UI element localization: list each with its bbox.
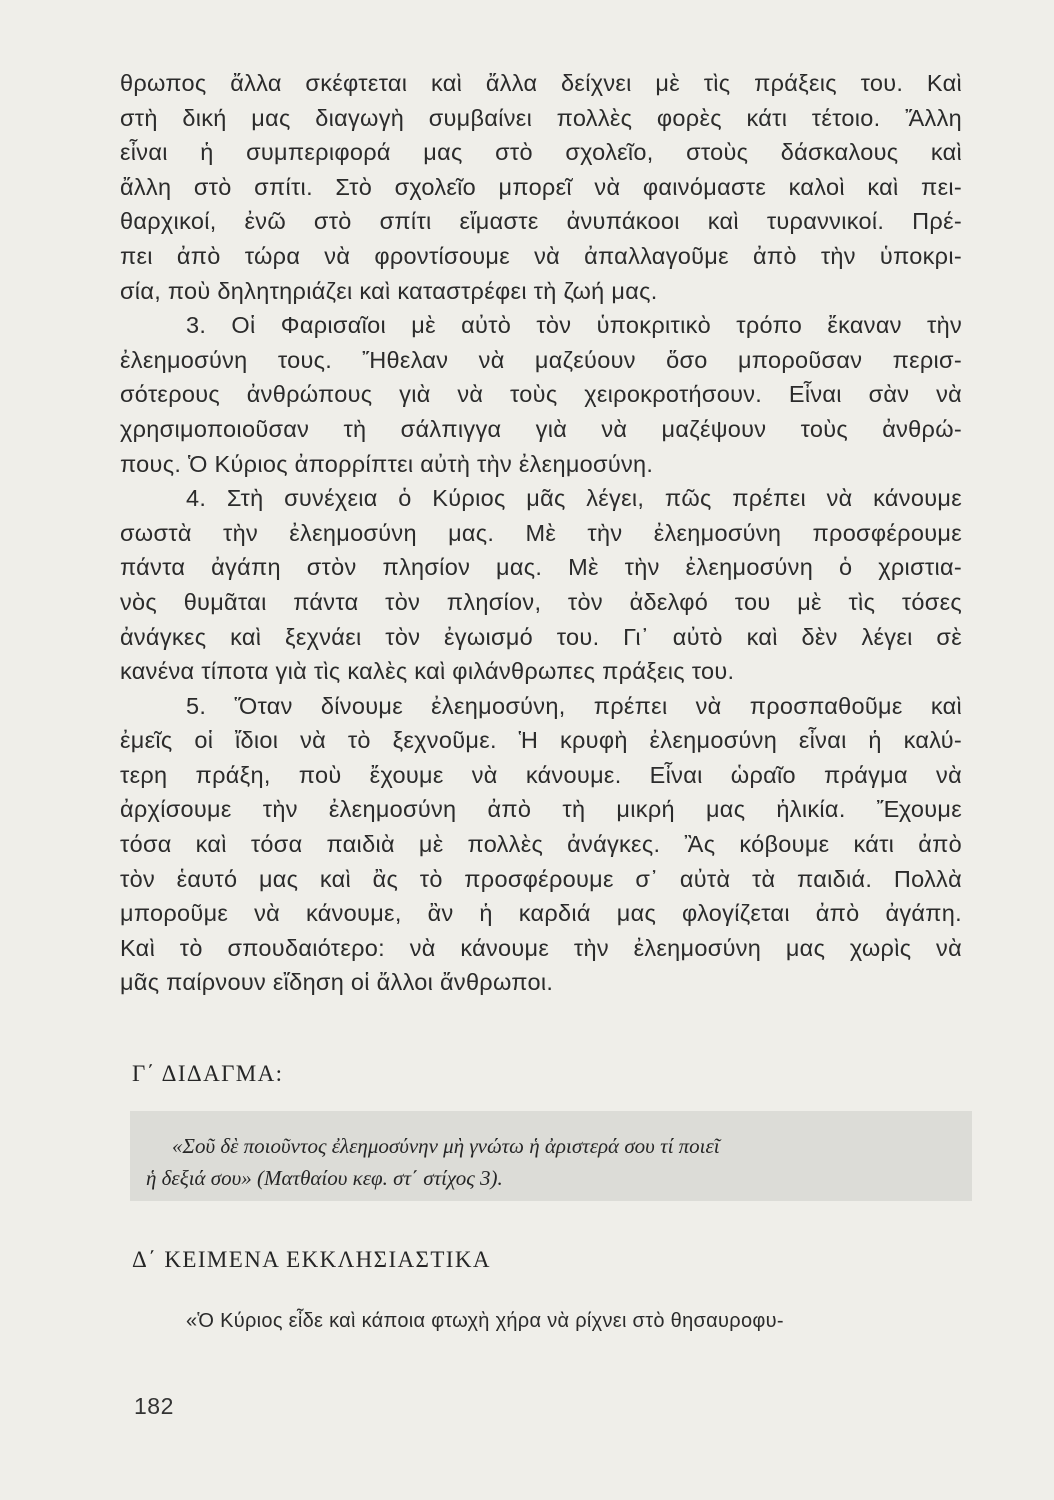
- text-line: ἐλεημοσύνη τους. Ἤθελαν νὰ μαζεύουν ὅσο μποροῦσαν περισ-: [120, 346, 962, 373]
- text-line: στὴ δική μας διαγωγὴ συμβαίνει πολλὲς φορὲς κάτι τέτοιο. Ἄλλη: [120, 104, 962, 131]
- text-line: μᾶς παίρνουν εἴδηση οἱ ἄλλοι ἄνθρωποι.: [120, 969, 554, 996]
- text-line: σότερους ἀνθρώπους γιὰ νὰ τοὺς χειροκροτήσουν. Εἶναι σὰν νὰ: [120, 381, 962, 408]
- text-line: νὸς θυμᾶται πάντα τὸν πλησίον, τὸν ἀδελφό του μὲ τὶς τόσες: [120, 588, 962, 615]
- text-line: θαρχικοί, ἐνῶ στὸ σπίτι εἴμαστε ἀνυπάκοοι καὶ τυραννικοί. Πρέ-: [120, 208, 962, 235]
- page-number: 182: [134, 1393, 174, 1419]
- text-line: κανένα τίποτα γιὰ τὶς καλὲς καὶ φιλάνθρωπες πράξεις του.: [120, 658, 735, 685]
- text-line: 5. Ὅταν δίνουμε ἐλεημοσύνη, πρέπει νὰ προσπαθοῦμε καὶ: [186, 692, 962, 719]
- text-line: 4. Στὴ συνέχεια ὁ Κύριος μᾶς λέγει, πῶς πρέπει νὰ κάνουμε: [186, 485, 962, 512]
- text-line: πει ἀπὸ τώρα νὰ φροντίσουμε νὰ ἀπαλλαγοῦμε ἀπὸ τὴν ὑποκρι-: [120, 242, 962, 269]
- heading-didagma: Γ΄ ΔΙΔΑΓΜΑ:: [132, 1061, 284, 1086]
- text-line: ἄλλη στὸ σπίτι. Στὸ σχολεῖο μπορεῖ νὰ φαινόμαστε καλοὶ καὶ πει-: [120, 173, 962, 200]
- text-line: ἀρχίσουμε τὴν ἐλεημοσύνη ἀπὸ τὴ μικρή μας ἡλικία. Ἔχουμε: [120, 796, 962, 823]
- text-line: θρωπος ἄλλα σκέφτεται καὶ ἄλλα δείχνει μὲ τὶς πράξεις του. Καὶ: [120, 70, 962, 96]
- text-line: σωστὰ τὴν ἐλεημοσύνη μας. Μὲ τὴν ἐλεημοσύνη προσφέρουμε: [120, 519, 962, 546]
- text-line: πάντα ἀγάπη στὸν πλησίον μας. Μὲ τὴν ἐλεημοσύνη ὁ χριστια-: [120, 554, 962, 581]
- text-line-continuation: «Ὁ Κύριος εἶδε καὶ κάποια φτωχὴ χήρα νὰ ρίχνει στὸ θησαυροφυ-: [186, 1310, 784, 1332]
- text-line: πους. Ὁ Κύριος ἀπορρίπτει αὐτὴ τὴν ἐλεημοσύνη.: [120, 450, 654, 477]
- text-line: τὸν ἑαυτό μας καὶ ἂς τὸ προσφέρουμε σ᾽ αὐτὰ τὰ παιδιά. Πολλὰ: [120, 865, 962, 892]
- quote-line-1: «Σοῦ δὲ ποιοῦντος ἐλεημοσύνην μὴ γνώτω ἡ ἀριστερά σου τί ποιεῖ: [172, 1134, 720, 1158]
- text-line: εἶναι ἡ συμπεριφορά μας στὸ σχολεῖο, στοὺς δάσκαλους καὶ: [120, 139, 962, 166]
- text-line: ἀνάγκες καὶ ξεχνάει τὸν ἐγωισμό του. Γι᾽ αὐτὸ καὶ δὲν λέγει σὲ: [120, 623, 962, 650]
- text-line: 3. Οἱ Φαρισαῖοι μὲ αὐτὸ τὸν ὑποκριτικὸ τρόπο ἔκαναν τὴν: [186, 312, 962, 339]
- text-line: τερη πράξη, ποὺ ἔχουμε νὰ κάνουμε. Εἶναι ὡραῖο πράγμα νὰ: [120, 761, 962, 788]
- text-line: μποροῦμε νὰ κάνουμε, ἂν ἡ καρδιά μας φλογίζεται ἀπὸ ἀγάπη.: [120, 900, 962, 927]
- text-line: Καὶ τὸ σπουδαιότερο: νὰ κάνουμε τὴν ἐλεημοσύνη μας χωρὶς νὰ: [120, 934, 962, 961]
- quote-line-2: ἡ δεξιά σου» (Ματθαίου κεφ. στ΄ στίχος 3).: [146, 1166, 503, 1190]
- text-line: σία, ποὺ δηλητηριάζει καὶ καταστρέφει τὴ ζωή μας.: [120, 277, 658, 304]
- body-text: [120, 66, 962, 1000]
- text-line: ἐμεῖς οἱ ἴδιοι νὰ τὸ ξεχνοῦμε. Ἡ κρυφὴ ἐλεημοσύνη εἶναι ἡ καλύ-: [120, 727, 962, 754]
- heading-keimena: Δ΄ ΚΕΙΜΕΝΑ ΕΚΚΛΗΣΙΑΣΤΙΚΑ: [132, 1247, 491, 1272]
- text-line: τόσα καὶ τόσα παιδιὰ μὲ πολλὲς ἀνάγκες. Ἂς κόβουμε κάτι ἀπὸ: [120, 831, 962, 858]
- text-line: χρησιμοποιοῦσαν τὴ σάλπιγγα γιὰ νὰ μαζέψουν τοὺς ἀνθρώ-: [120, 415, 962, 442]
